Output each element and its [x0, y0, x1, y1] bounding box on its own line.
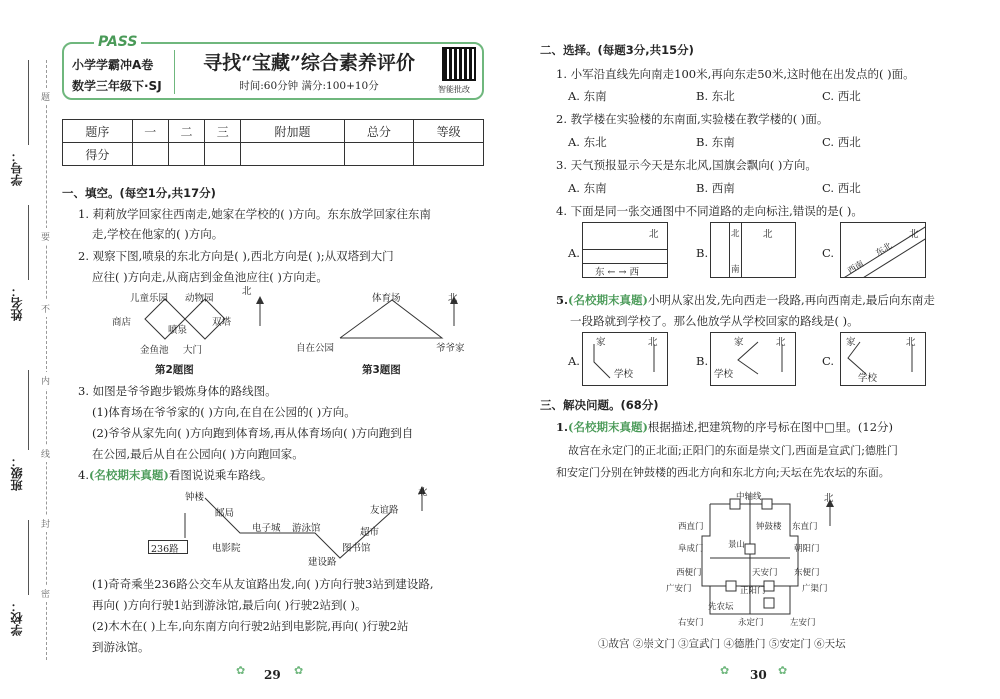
fig2-label: 金鱼池: [140, 345, 169, 356]
binding-note: 封: [41, 515, 50, 532]
school-underline[interactable]: [28, 520, 29, 595]
table-row-label: 得分: [63, 143, 133, 166]
north-label: 北: [648, 337, 658, 348]
choice-option[interactable]: C.: [822, 354, 835, 368]
leaf-decoration-icon: ✿: [778, 664, 788, 677]
map-label: 右安门: [678, 618, 704, 628]
fig2-label: 商店: [112, 317, 132, 328]
choice-option[interactable]: C.: [822, 246, 835, 260]
figure-3-caption: 第3题图: [362, 364, 401, 376]
option-a-road-figure: [582, 222, 668, 278]
map-label: 天安门: [752, 568, 778, 578]
fig4-label: 钟楼: [185, 492, 205, 503]
fig4-north-label: 北: [418, 487, 428, 498]
fig4-label: 超市: [360, 527, 380, 538]
fig4-label: 电影院: [212, 543, 241, 554]
map-label: 朝阳门: [794, 544, 820, 554]
question-4-part-1b: 再向( )方向行驶1站到游泳馆,最后向( )行驶2站到( )。: [92, 598, 367, 612]
answer-box[interactable]: [764, 598, 774, 608]
fig3-label: 爷爷家: [436, 343, 465, 354]
binding-note: 不: [41, 300, 50, 317]
choice-question-5-line-1: [556, 292, 935, 308]
table-header-cell: 附加题: [241, 120, 344, 143]
map-label: 永定门: [738, 618, 764, 628]
road-line: [729, 223, 730, 277]
question-number: 4.: [78, 468, 89, 482]
fig2-label: 喷泉: [168, 325, 188, 336]
choice-option[interactable]: A.: [568, 354, 580, 368]
exam-header: [62, 34, 484, 100]
binding-note: 线: [41, 445, 50, 462]
leaf-decoration-icon: ✿: [720, 664, 730, 677]
school-field: 学校：: [10, 600, 24, 636]
problem-1-desc-2: 和安定门分别在钟鼓楼的西北方向和东北方向;天坛在先农坛的东面。: [556, 466, 890, 479]
question-number: 5.: [556, 293, 569, 307]
road-line: [741, 223, 742, 277]
choice-question-4: 4. 下面是同一张交通图中不同道路的走向标注,错误的是( )。: [556, 204, 863, 218]
exam-source-tag: (名校期末真题): [568, 420, 648, 434]
question-4-part-2a: (2)木木在( )上车,向东南方向行驶2站到电影院,再向( )行驶2站: [92, 619, 409, 633]
fig3-label: 自在公园: [296, 343, 335, 354]
question-3-part-1: (1)体育场在爷爷家的( )方向,在自在公园的( )方向。: [92, 405, 356, 419]
table-header-cell: 等级: [414, 120, 484, 143]
fig4-label: 电子城: [252, 523, 281, 534]
road-direction-label: 西南: [846, 259, 866, 277]
pass-logo: PASS: [94, 34, 141, 50]
score-table: [62, 119, 484, 166]
choice-option[interactable]: A. 东南: [568, 89, 607, 103]
problem-1-desc-1: 故宫在永定门的正北面;正阳门的东面是崇文门,西面是宣武门;德胜门: [568, 444, 898, 457]
north-label: 北: [763, 229, 773, 240]
question-text: 小明从家出发,先向西走一段路,再向西南走,最后向东南走: [647, 293, 935, 307]
map-label: 景山: [728, 540, 746, 550]
binding-dashed-line: [46, 60, 47, 660]
route-school-label: 学校: [714, 369, 734, 380]
fig4-label: 友谊路: [370, 505, 399, 516]
choice-option[interactable]: B. 东北: [696, 89, 735, 103]
map-label: 东直门: [792, 522, 818, 532]
grade-label: 数学三年级下·SJ: [72, 79, 162, 93]
score-cell[interactable]: [168, 143, 204, 166]
header-divider: [174, 50, 175, 94]
fig3-label: 体育场: [372, 293, 401, 304]
building-options-list: ①故宫 ②崇文门 ③宣武门 ④德胜门 ⑤安定门 ⑥天坛: [598, 638, 846, 650]
beijing-map-diagram: [650, 486, 850, 626]
question-text: 根据描述,把建筑物的序号标在图中□里。(12分): [647, 420, 894, 434]
choice-option[interactable]: B. 西南: [696, 181, 735, 195]
page-number-left: 29: [264, 668, 281, 682]
class-underline[interactable]: [28, 370, 29, 450]
question-1-line-2: 走,学校在他家的( )方向。: [92, 227, 224, 241]
choice-option[interactable]: A.: [568, 246, 580, 260]
question-4-part-2b: 到游泳馆。: [92, 640, 150, 654]
table-header-cell: 题序: [63, 120, 133, 143]
map-label: 广安门: [666, 584, 692, 594]
section-3-title: 三、解决问题。(68分): [540, 398, 659, 412]
route-school-label: 学校: [858, 373, 878, 384]
fig4-label: 建设路: [308, 557, 337, 568]
fig2-label: 动物园: [185, 293, 214, 304]
fig4-label: 邮局: [215, 508, 235, 519]
map-label: 阜成门: [678, 544, 704, 554]
section-1-title: 一、填空。(每空1分,共17分): [62, 186, 216, 200]
score-cell[interactable]: [241, 143, 344, 166]
table-row: [63, 120, 484, 143]
option-c-road-figure: [840, 222, 926, 278]
answer-box[interactable]: [745, 544, 755, 554]
question-3-title: 3. 如图是爷爷跑步锻炼身体的路线图。: [78, 384, 277, 398]
north-label: 北: [649, 229, 659, 240]
student-id-field: 学号：: [10, 150, 24, 186]
question-2-line-2: 应往( )方向走,从商店到金鱼池应往( )方向走。: [92, 270, 328, 284]
leaf-decoration-icon: ✿: [236, 664, 246, 677]
section-2-title: 二、选择。(每题3分,共15分): [540, 43, 694, 57]
route-home-label: 家: [596, 337, 606, 348]
table-header-cell: 一: [132, 120, 168, 143]
problem-1-title: [556, 419, 893, 435]
fig2-label: 儿童乐园: [130, 293, 169, 304]
road-direction-label: 东 ← → 西: [595, 267, 639, 278]
name-underline[interactable]: [28, 205, 29, 280]
choice-option[interactable]: B. 东南: [696, 135, 735, 149]
score-cell[interactable]: [205, 143, 241, 166]
choice-option[interactable]: C. 西北: [822, 181, 861, 195]
question-4-part-1a: (1)奇奇乘坐236路公交车从友谊路出发,向( )方向行驶3站到建设路,: [92, 577, 434, 591]
road-direction-label: 东北: [874, 241, 894, 259]
table-header-cell: 二: [168, 120, 204, 143]
route-home-label: 家: [734, 337, 744, 348]
page-number-right: 30: [750, 668, 767, 682]
choice-question-2: 2. 教学楼在实验楼的东南面,实验楼在教学楼的( )面。: [556, 112, 829, 126]
route-home-label: 家: [846, 337, 856, 348]
choice-option[interactable]: A. 东南: [568, 181, 607, 195]
leaf-decoration-icon: ✿: [294, 664, 304, 677]
binding-note: 内: [41, 372, 50, 389]
fig2-label: 大门: [183, 345, 203, 356]
question-2-line-1: 2. 观察下图,喷泉的东北方向是( ),西北方向是( );从双塔到大门: [78, 249, 394, 263]
road-direction-label: 北: [731, 229, 740, 239]
route-school-label: 学校: [614, 369, 634, 380]
choice-option[interactable]: C. 西北: [822, 89, 861, 103]
exam-title: 寻找“宝藏”综合素养评价: [203, 52, 415, 74]
class-field: 班级：: [10, 455, 24, 491]
table-row: [63, 143, 484, 166]
question-3-part-2a: (2)爷爷从家先向( )方向跑到体育场,再从体育场向( )方向跑到自: [92, 426, 414, 440]
bus-line-label: 236路: [151, 544, 179, 555]
choice-question-5-line-2: 一段路就到学校了。那么他放学从学校回家的路线是( )。: [570, 314, 859, 328]
map-label: 先农坛: [708, 602, 734, 612]
route-line: [340, 300, 442, 338]
road-direction-label: 南: [731, 265, 740, 275]
exam-source-tag: (名校期末真题): [568, 293, 648, 307]
binding-note: 题: [41, 88, 50, 105]
north-arrow-icon: [256, 296, 264, 304]
choice-question-1: 1. 小军沿直线先向南走100米,再向东走50米,这时他在出发点的( )面。: [556, 67, 915, 81]
binding-note: 要: [41, 228, 50, 245]
table-header-cell: 三: [205, 120, 241, 143]
qr-code-icon[interactable]: [442, 47, 476, 81]
fig2-label: 双塔: [212, 317, 232, 328]
option-b-road-figure: [710, 222, 796, 278]
choice-option[interactable]: B.: [696, 246, 709, 260]
exam-source-tag: (名校期末真题): [88, 468, 169, 482]
choice-question-3: 3. 天气预报显示今天是东北风,国旗会飘向( )方向。: [556, 158, 817, 172]
question-text: 看图说说乘车路线。: [168, 468, 273, 482]
series-name: 小学学霸冲A卷: [72, 58, 154, 72]
fig4-label: 游泳馆: [292, 523, 321, 534]
map-label: 广渠门: [802, 584, 828, 594]
table-header-cell: 总分: [344, 120, 414, 143]
map-label: 西直门: [678, 522, 704, 532]
score-cell[interactable]: [414, 143, 484, 166]
binding-note: 密: [41, 585, 50, 602]
answer-box[interactable]: [726, 581, 736, 591]
score-cell[interactable]: [132, 143, 168, 166]
map-label: 左安门: [790, 618, 816, 628]
question-4-title: [78, 467, 272, 483]
choice-option[interactable]: B.: [696, 354, 709, 368]
road-line: [583, 249, 667, 250]
fig2-north-label: 北: [242, 286, 252, 297]
student-id-underline[interactable]: [28, 60, 29, 145]
question-1-line-1: 1. 莉莉放学回家往西南走,她家在学校的( )方向。东东放学回家往东南: [78, 207, 431, 221]
map-label: 西便门: [676, 568, 702, 578]
map-label: 正阳门: [740, 586, 766, 596]
answer-box[interactable]: [762, 499, 772, 509]
north-label: 北: [906, 337, 916, 348]
fig3-north-label: 北: [448, 293, 458, 304]
fig4-label: 图书馆: [342, 543, 371, 554]
map-label: 东便门: [794, 568, 820, 578]
question-3-part-2b: 在公园,最后从自在公园向( )方向跑回家。: [92, 447, 304, 461]
question-number: 1.: [556, 420, 569, 434]
map-label: 中轴线: [736, 492, 762, 502]
qr-label: 智能批改: [438, 85, 470, 94]
score-cell[interactable]: [344, 143, 414, 166]
choice-option[interactable]: C. 西北: [822, 135, 861, 149]
name-field: 姓名：: [10, 285, 24, 321]
north-label: 北: [909, 229, 919, 240]
map-label: 钟鼓楼: [756, 522, 782, 532]
north-label: 北: [776, 337, 786, 348]
figure-2-caption: 第2题图: [155, 364, 194, 376]
map-north-label: 北: [824, 493, 834, 504]
exam-meta: 时间:60分钟 满分:100+10分: [239, 80, 379, 92]
choice-option[interactable]: A. 东北: [568, 135, 607, 149]
